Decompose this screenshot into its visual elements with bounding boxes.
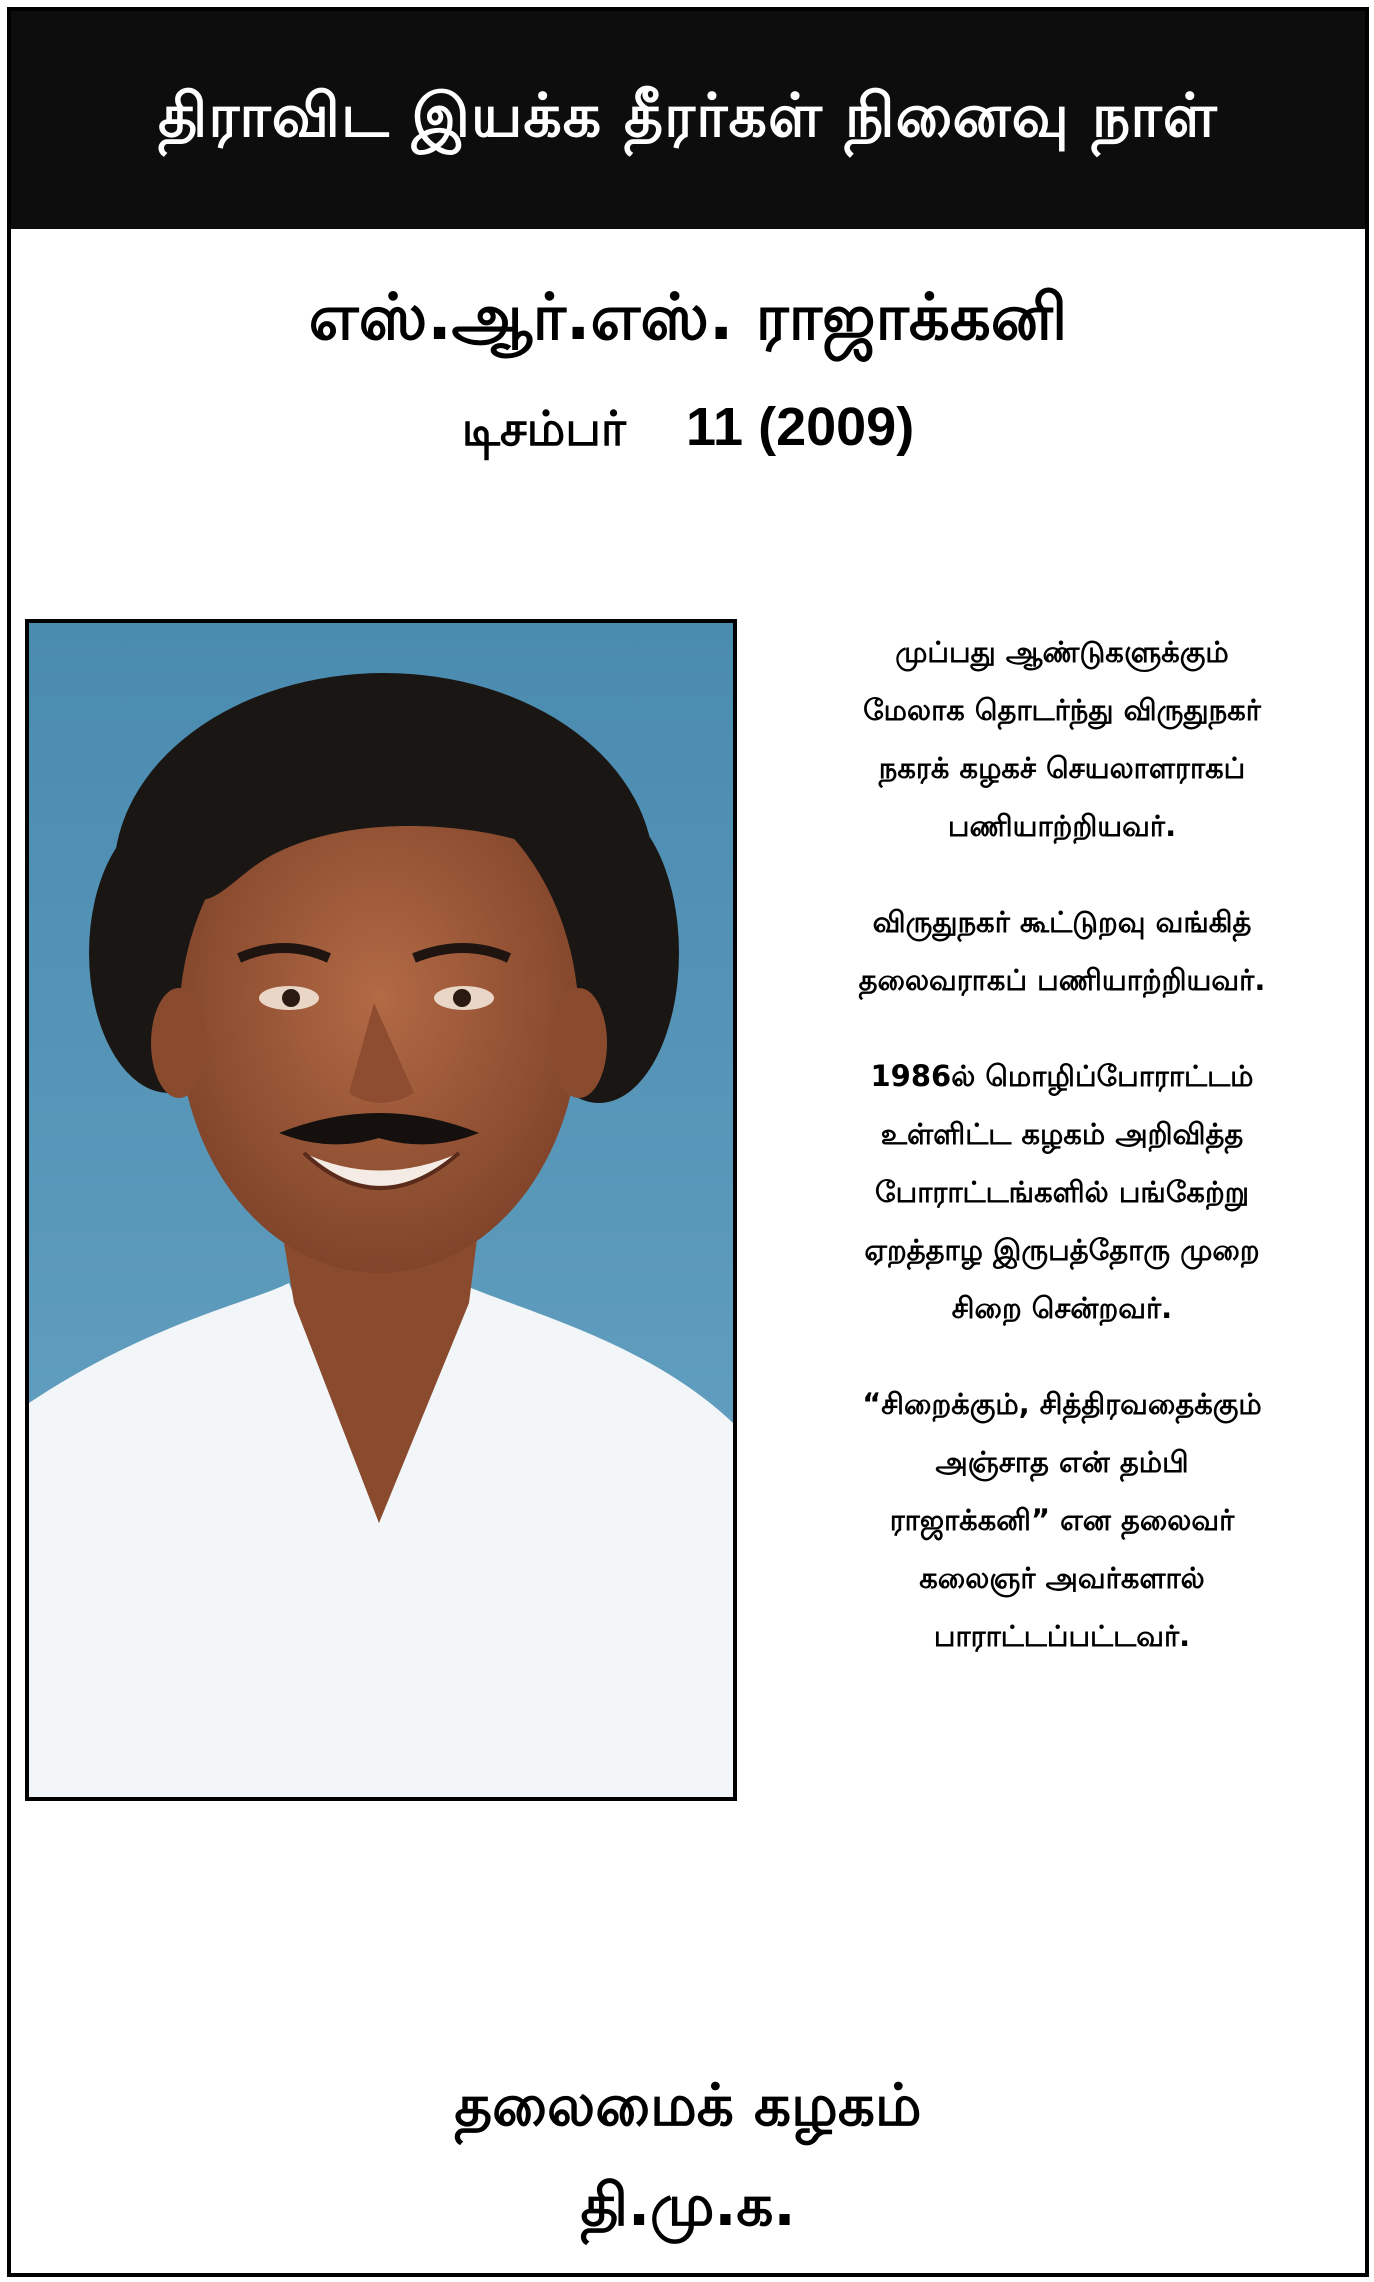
bio-line: பாராட்டப்பட்டவர்.	[933, 1619, 1191, 1653]
biography-text	[759, 623, 1365, 1703]
bio-paragraph-2	[759, 893, 1365, 1009]
bio-line: விருதுநகர் கூட்டுறவு வங்கித்	[872, 905, 1252, 939]
person-name: எஸ்.ஆர்.எஸ். ராஜாக்கனி	[308, 281, 1068, 355]
bio-line: நகரக் கழகச் செயலாளராகப்	[878, 751, 1246, 785]
date-day-year: 11 (2009)	[686, 397, 915, 457]
header-title: திராவிட இயக்க தீரர்கள் நினைவு நாள்	[158, 81, 1218, 151]
bio-paragraph-1	[759, 623, 1365, 855]
bio-line: கலைஞர் அவர்களால்	[919, 1561, 1205, 1595]
bio-line: அஞ்சாத என் தம்பி	[935, 1445, 1189, 1479]
portrait-illustration	[29, 623, 733, 1797]
bio-line: ஏறத்தாழ இருபத்தோரு முறை	[864, 1233, 1260, 1267]
date-month: டிசம்பர்	[461, 401, 626, 457]
bio-line: மேலாக தொடர்ந்து விருதுநகர்	[863, 693, 1261, 727]
bio-line: 1986ல் மொழிப்போராட்டம்	[870, 1059, 1254, 1093]
bio-line: தலைவராகப் பணியாற்றியவர்.	[858, 963, 1266, 997]
bio-line: பணியாற்றியவர்.	[947, 809, 1177, 843]
portrait-photo	[25, 619, 737, 1801]
bio-line: ராஜாக்கனி” என தலைவர்	[889, 1503, 1235, 1537]
bio-line: முப்பது ஆண்டுகளுக்கும்	[895, 635, 1229, 669]
memorial-date	[11, 396, 1365, 463]
bio-line: உள்ளிட்ட கழகம் அறிவித்த	[880, 1117, 1244, 1151]
footer-party-name: தி.மு.க.	[580, 2171, 796, 2239]
bio-line: “சிறைக்கும், சித்திரவதைக்கும்	[862, 1387, 1262, 1421]
bio-line: போராட்டங்களில் பங்கேற்று	[875, 1175, 1249, 1209]
bio-line: சிறை சென்றவர்.	[951, 1291, 1173, 1325]
bio-paragraph-3	[759, 1047, 1365, 1337]
header-band	[11, 11, 1365, 229]
memorial-notice	[7, 7, 1369, 2277]
footer-organization: தலைமைக் கழகம்	[454, 2071, 922, 2139]
bio-paragraph-4	[759, 1375, 1365, 1665]
